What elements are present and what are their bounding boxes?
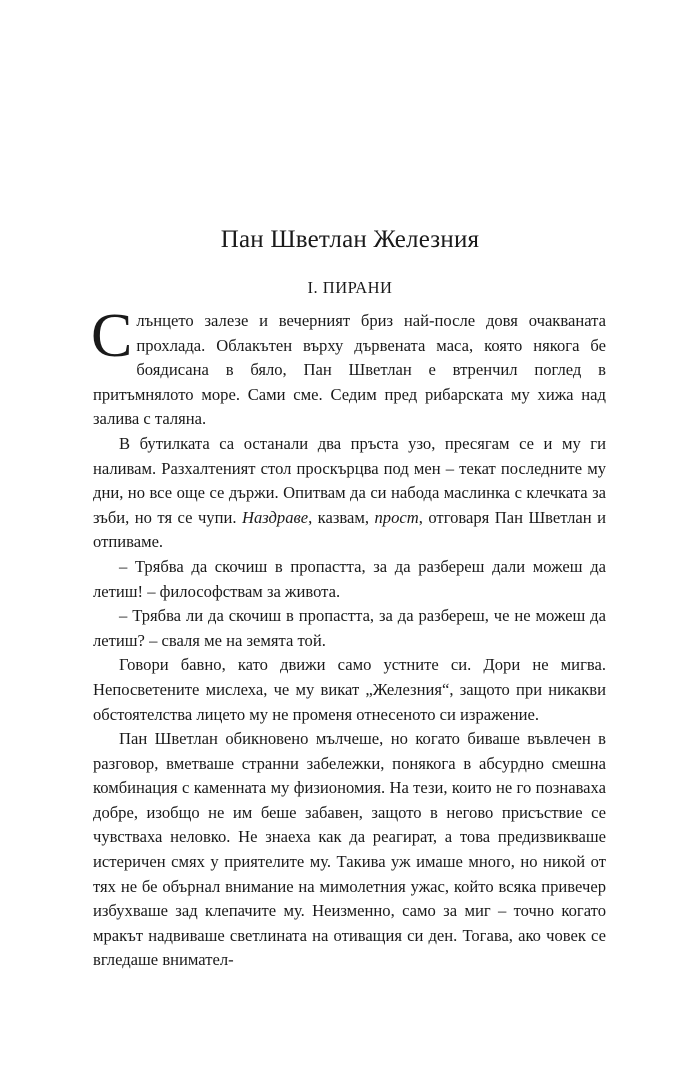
paragraph-5: Говори бавно, като движи само устните си. Дори не мигва. Непосветените мислеха, че му викат „Железния“, защото при никакви обстоятелства лицето му не променя отнесеното си изражение.: [93, 655, 606, 724]
paragraph-4: – Трябва ли да скочиш в пропастта, за да разбереш, че не можеш да летиш? – сваля ме на земята той.: [93, 606, 606, 650]
paragraph-2-text-b: , казвам,: [308, 507, 375, 527]
paragraph-2-text-a: В бутилката са останали два пръста узо, пресягам се и му ги наливам. Разхалтеният стол проскърцва под мен – текат последните му дни, но все още се държи. Опитвам да си набода маслинка с клечката за зъби, но тя се чупи.: [93, 433, 606, 527]
paragraph-6: Пан Шветлан обикновено мълчеше, но когато биваше въвлечен в разговор, вметваше странни забележки, понякога в абсурдно смешна комбинация с каменната му физиономия. На тези, които не го познаваха добре, изобщо не им беше забавен, защото в негово присъствие се чувстваха неловко. Не знаеха как да реагират, а това предизвикваше истеричен смях у приятелите му. Такива уж имаше много, но никой от тях не бе обърнал внимание на мимолетния ужас, който всяка привечер избухваше зад клепачите му. Неизменно, само за миг – точно когато мракът надвиваше светлината на отиващия си ден. Тогава, ако човек се вгледаше внимател-: [93, 729, 606, 970]
paragraph-3: – Трябва да скочиш в пропастта, за да разбереш дали можеш да летиш! – философствам за живота.: [93, 556, 606, 601]
chapter-title: Пан Шветлан Железния: [220, 226, 480, 253]
drop-cap: С: [91, 302, 133, 370]
paragraph-2-text-c: , отговаря Пан Шветлан и отпиваме.: [93, 507, 606, 552]
paragraph-2-emphasis-2: прост: [374, 507, 419, 527]
paragraph-1: [91, 302, 606, 432]
paragraph-2-emphasis-1: Наздраве: [241, 507, 309, 527]
body-text: [91, 302, 606, 973]
section-title: I. ПИРАНИ: [307, 278, 393, 297]
paragraph-1-text: лънцето залезе и вечерният бриз най-после довя очакваната прохлада. Облакътен върху дървената маса, която някога бе боядисана в бяло, Пан Шветлан е втренчил поглед в притъмнялото море. Сами сме. Седим пред рибарската му хижа над залива с таляна.: [93, 311, 606, 429]
paragraph-2: [93, 432, 606, 555]
